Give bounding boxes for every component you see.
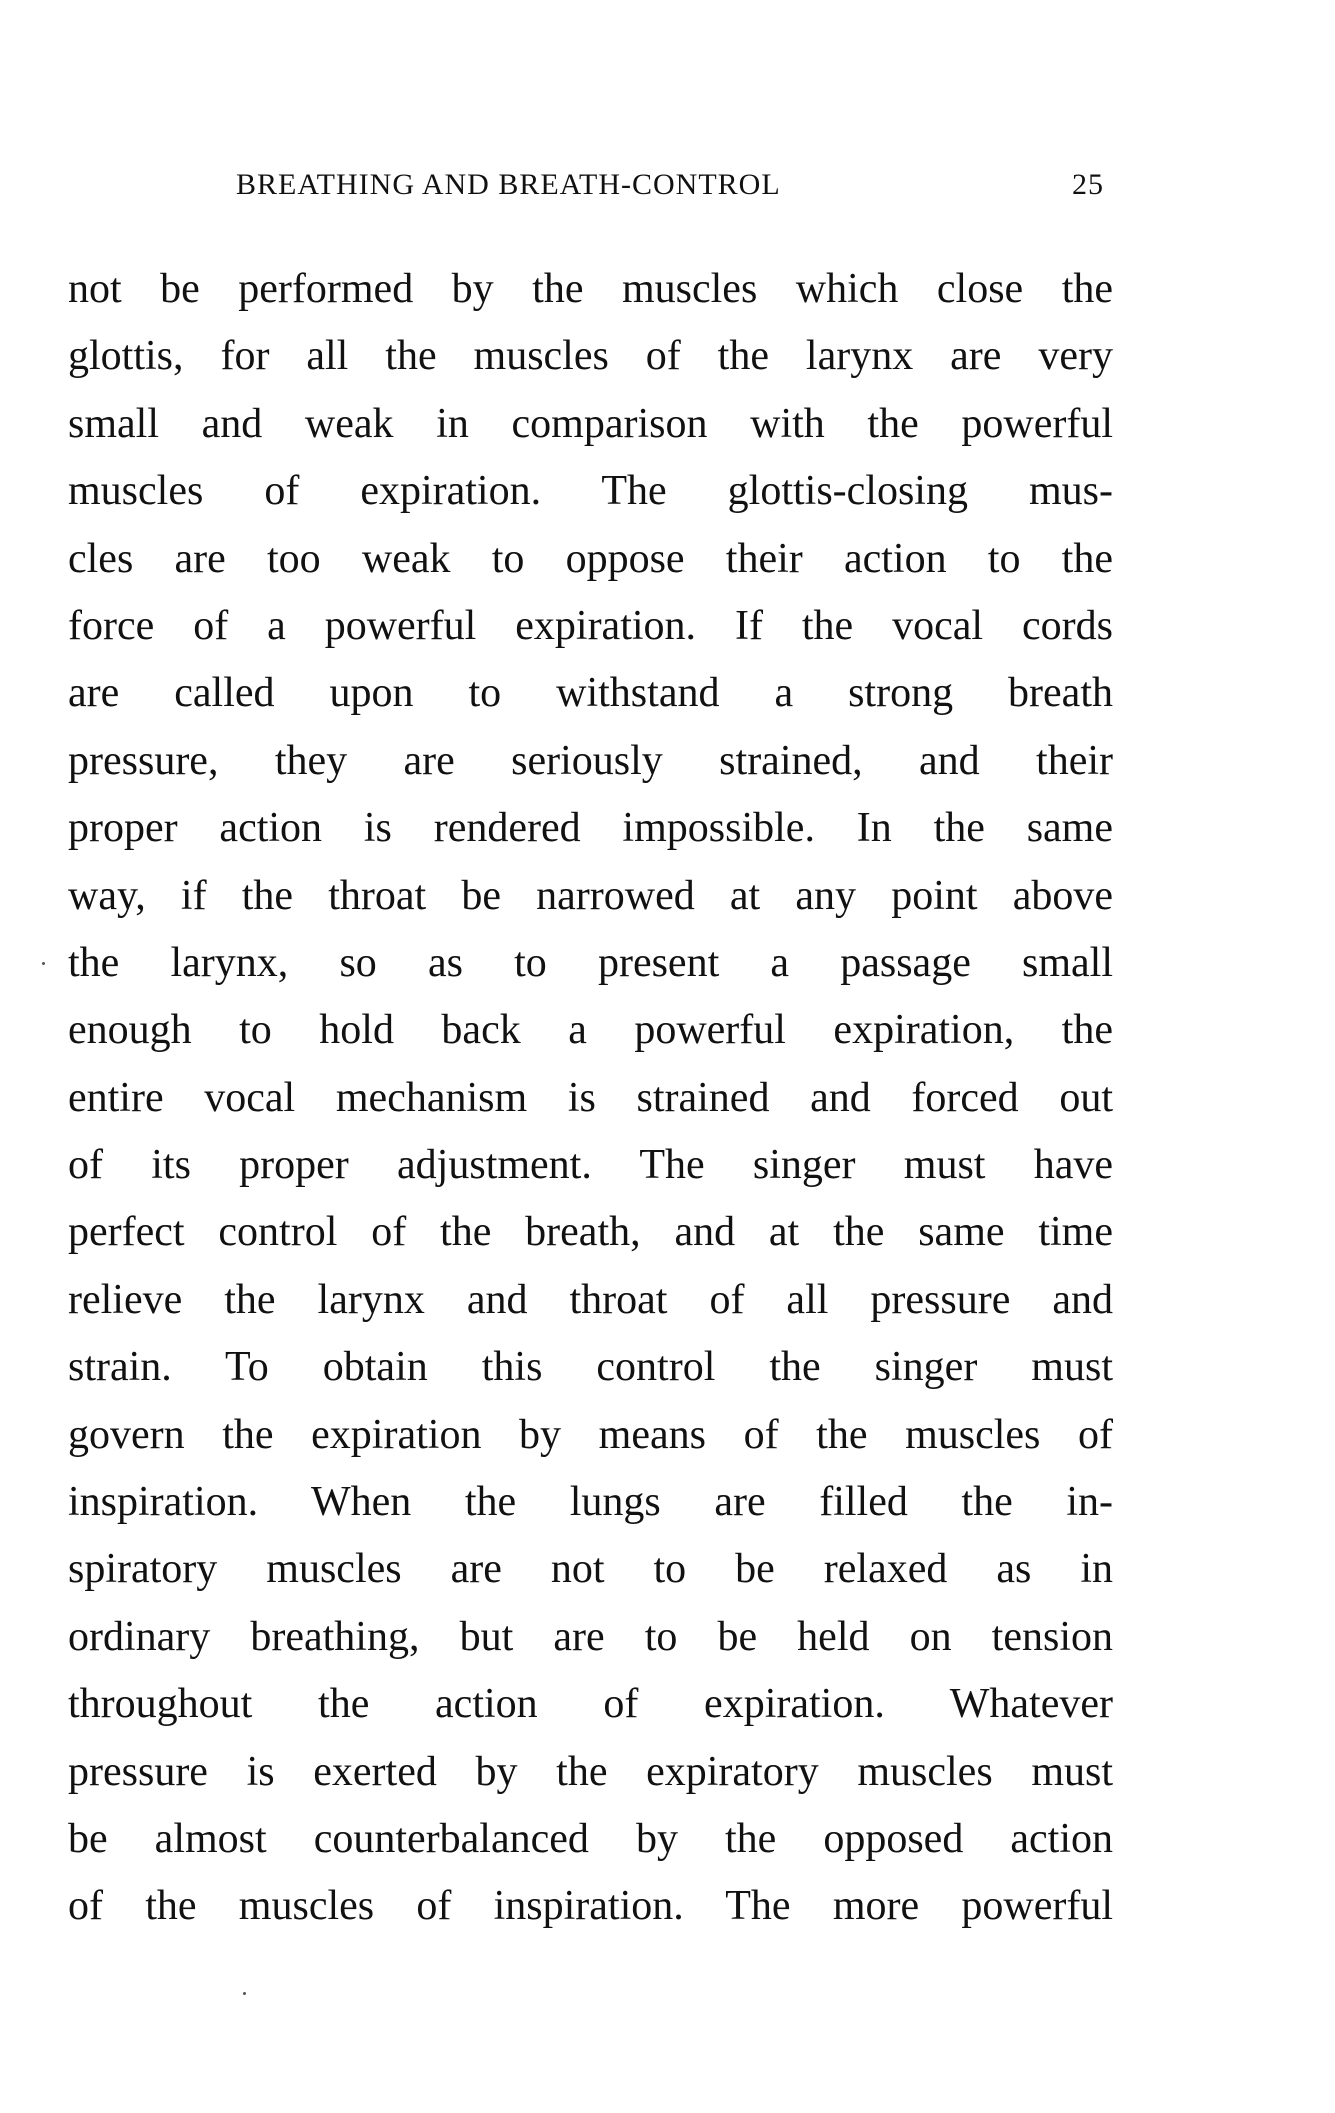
text-line: strain. To obtain this control the singer must	[68, 1344, 1113, 1391]
text-line: small and weak in comparison with the powerful	[68, 400, 1113, 447]
text-line: relieve the larynx and throat of all pressure and	[68, 1276, 1113, 1323]
text-line: proper action is rendered impossible. In the same	[68, 805, 1113, 852]
text-line: are called upon to withstand a strong breath	[68, 670, 1113, 717]
page-number: 25	[1072, 168, 1104, 201]
text-line: of the muscles of inspiration. The more powerful	[68, 1883, 1113, 1930]
text-line: muscles of expiration. The glottis-closing mus-	[68, 468, 1113, 515]
text-line: pressure, they are seriously strained, and their	[68, 737, 1113, 784]
text-line: force of a powerful expiration. If the vocal cords	[68, 602, 1113, 649]
text-line: inspiration. When the lungs are filled the in-	[68, 1479, 1113, 1526]
text-line: govern the expiration by means of the muscles of	[68, 1411, 1113, 1458]
running-head	[236, 168, 1104, 208]
text-line: not be performed by the muscles which close the	[68, 266, 1113, 312]
text-line: spiratory muscles are not to be relaxed as in	[68, 1546, 1113, 1593]
scan-speck	[42, 962, 45, 965]
text-line: ordinary breathing, but are to be held on tension	[68, 1613, 1113, 1660]
text-line: pressure is exerted by the expiratory muscles must	[68, 1748, 1113, 1795]
text-line: of its proper adjustment. The singer must have	[68, 1142, 1113, 1189]
text-line: be almost counterbalanced by the opposed action	[68, 1815, 1113, 1862]
running-title: BREATHING AND BREATH-CONTROL	[236, 168, 781, 201]
text-line: throughout the action of expiration. Whatever	[68, 1681, 1113, 1728]
scan-speck	[243, 1992, 246, 1995]
text-line: cles are too weak to oppose their action to the	[68, 535, 1113, 582]
text-line: perfect control of the breath, and at the same time	[68, 1209, 1113, 1256]
text-line: the larynx, so as to present a passage small	[68, 939, 1113, 986]
text-line: glottis, for all the muscles of the larynx are very	[68, 333, 1113, 380]
body-text	[68, 256, 1113, 1941]
text-line: entire vocal mechanism is strained and forced out	[68, 1074, 1113, 1121]
text-line: way, if the throat be narrowed at any point above	[68, 872, 1113, 919]
text-line: enough to hold back a powerful expiration, the	[68, 1007, 1113, 1054]
